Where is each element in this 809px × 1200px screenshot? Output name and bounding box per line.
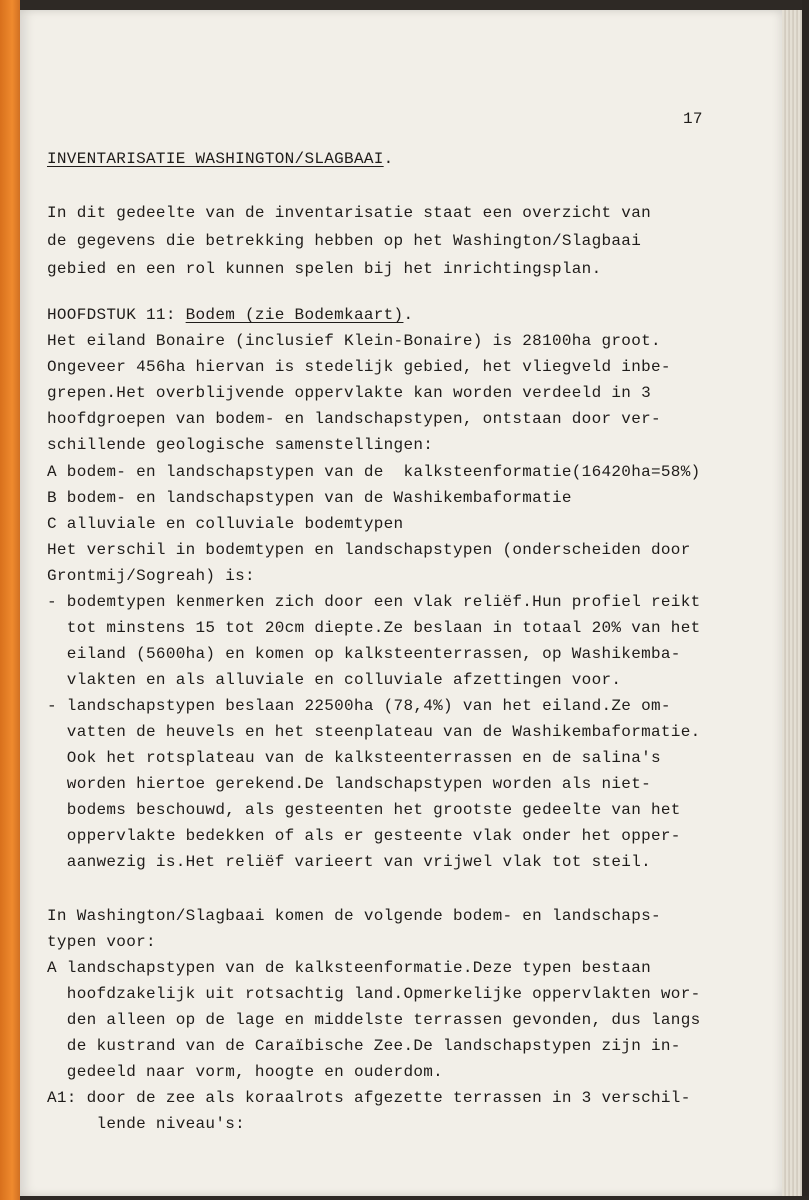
scan-border-right: [802, 0, 809, 1200]
chapter-label: HOOFDSTUK 11:: [47, 306, 186, 324]
body-line: C alluviale en colluviale bodemtypen: [47, 515, 404, 533]
scan-border-bottom: [20, 1196, 809, 1200]
body-line: Ongeveer 456ha hiervan is stedelijk gebied, het vliegveld inbe-: [47, 358, 671, 376]
chapter-suffix: .: [403, 306, 414, 324]
body-line: Het verschil in bodemtypen en landschapstypen (onderscheiden door: [47, 541, 691, 559]
body-line: schillende geologische samenstellingen:: [47, 436, 434, 454]
section2-line: A1: door de zee als koraalrots afgezette terrassen in 3 verschil-: [47, 1089, 691, 1107]
section2-line: den alleen op de lage en middelste terrassen gevonden, dus langs: [47, 1011, 701, 1029]
body-line: Ook het rotsplateau van de kalksteenterrassen en de salina's: [47, 749, 661, 767]
body-line: vatten de heuvels en het steenplateau van de Washikembaformatie.: [47, 723, 701, 741]
intro-line: de gegevens die betrekking hebben op het Washington/Slagbaai: [47, 232, 642, 250]
section2-line: typen voor:: [47, 933, 156, 951]
page-stack-edge: [782, 10, 802, 1196]
section2-line: In Washington/Slagbaai komen de volgende bodem- en landschaps-: [47, 907, 661, 925]
book-cover-edge: [0, 0, 22, 1200]
body-line: vlakten en als alluviale en colluviale afzettingen voor.: [47, 671, 622, 689]
section2-line: lende niveau's:: [47, 1115, 246, 1133]
body-line: B bodem- en landschapstypen van de Washikembaformatie: [47, 489, 572, 507]
body-line: - bodemtypen kenmerken zich door een vlak reliëf.Hun profiel reikt: [47, 593, 701, 611]
chapter-heading: [47, 302, 413, 328]
body-line: aanwezig is.Het reliëf varieert van vrijwel vlak tot steil.: [47, 853, 651, 871]
section2-line: A landschapstypen van de kalksteenformatie.Deze typen bestaan: [47, 959, 651, 977]
body-line: Het eiland Bonaire (inclusief Klein-Bonaire) is 28100ha groot.: [47, 332, 661, 350]
document-title-suffix: .: [383, 150, 394, 168]
body-line: - landschapstypen beslaan 22500ha (78,4%) van het eiland.Ze om-: [47, 697, 671, 715]
body-line: hoofdgroepen van bodem- en landschapstypen, ontstaan door ver-: [47, 410, 661, 428]
intro-line: In dit gedeelte van de inventarisatie staat een overzicht van: [47, 204, 651, 222]
body-line: Grontmij/Sogreah) is:: [47, 567, 255, 585]
intro-line: gebied en een rol kunnen spelen bij het inrichtingsplan.: [47, 260, 602, 278]
body-line: bodems beschouwd, als gesteenten het grootste gedeelte van het: [47, 801, 681, 819]
chapter-title: Bodem (zie Bodemkaart): [185, 306, 404, 324]
document-title-text: INVENTARISATIE WASHINGTON/SLAGBAAI: [47, 150, 384, 168]
body-line: oppervlakte bedekken of als er gesteente vlak onder het opper-: [47, 827, 681, 845]
section2-line: hoofdzakelijk uit rotsachtig land.Opmerkelijke oppervlakten wor-: [47, 985, 701, 1003]
page-number: 17: [683, 110, 703, 128]
document-title: [47, 146, 394, 172]
body-line: grepen.Het overblijvende oppervlakte kan worden verdeeld in 3: [47, 384, 651, 402]
section2-line: de kustrand van de Caraïbische Zee.De landschapstypen zijn in-: [47, 1037, 681, 1055]
body-line: tot minstens 15 tot 20cm diepte.Ze beslaan in totaal 20% van het: [47, 619, 701, 637]
body-line: worden hiertoe gerekend.De landschapstypen worden als niet-: [47, 775, 651, 793]
body-line: A bodem- en landschapstypen van de kalksteenformatie(16420ha=58%): [47, 463, 701, 481]
scan-border-top: [20, 0, 809, 10]
body-line: eiland (5600ha) en komen op kalksteenterrassen, op Washikemba-: [47, 645, 681, 663]
section2-line: gedeeld naar vorm, hoogte en ouderdom.: [47, 1063, 444, 1081]
